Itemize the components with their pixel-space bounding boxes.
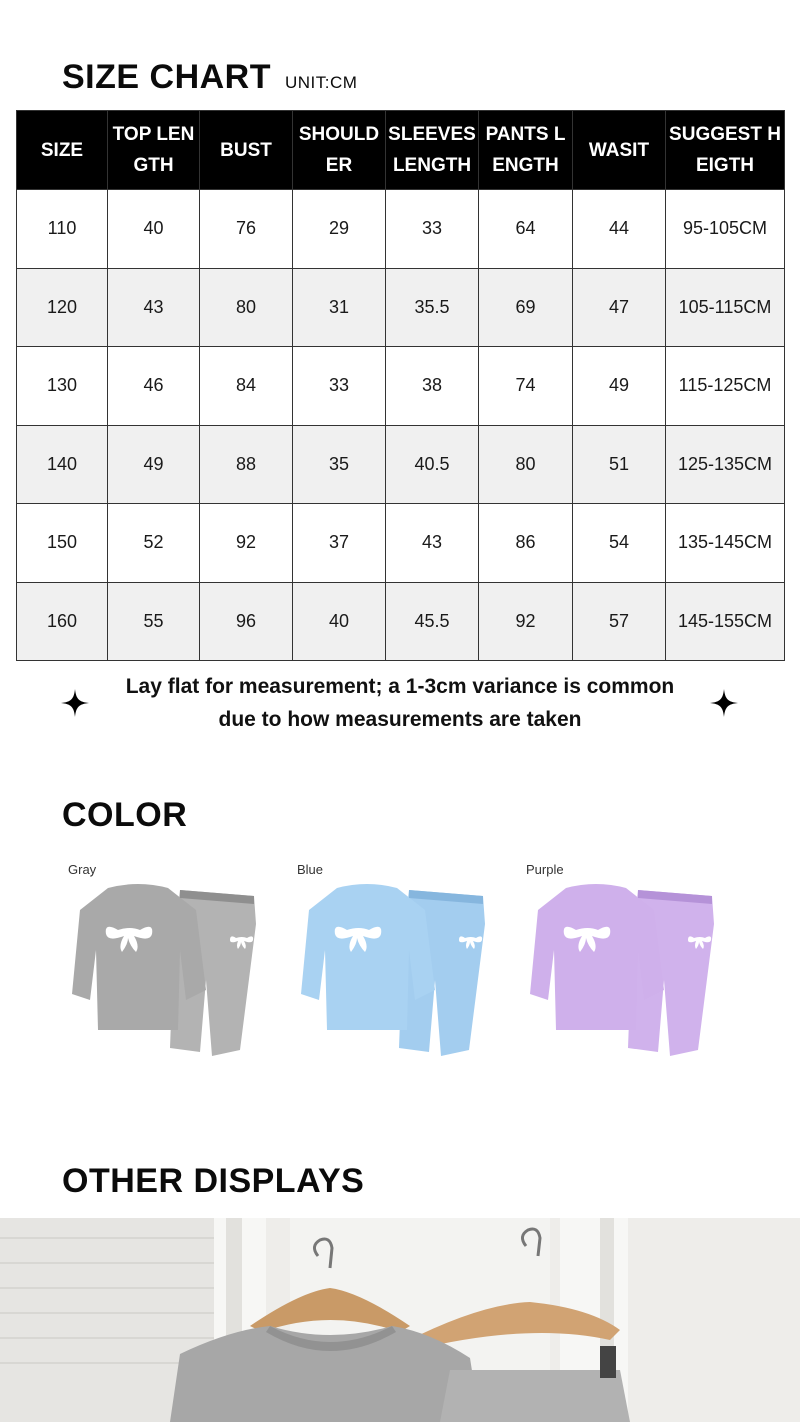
table-cell: 54 [573, 504, 666, 583]
sparkle-icon [60, 688, 90, 718]
table-cell: 120 [17, 268, 108, 347]
color-option-label: Gray [68, 862, 97, 877]
table-cell: 150 [17, 504, 108, 583]
table-cell: 51 [573, 425, 666, 504]
hanging-clothes-photo [0, 1218, 800, 1422]
header-pants-length: PANTS LENGTH [479, 111, 573, 190]
table-row [17, 425, 785, 504]
table-cell: 57 [573, 582, 666, 661]
table-cell: 64 [479, 190, 573, 269]
table-cell: 88 [200, 425, 293, 504]
table-cell: 33 [386, 190, 479, 269]
table-row [17, 347, 785, 426]
color-option-gray[interactable] [68, 862, 278, 1072]
table-cell: 47 [573, 268, 666, 347]
table-cell: 110 [17, 190, 108, 269]
color-option-blue[interactable] [297, 862, 507, 1072]
table-cell: 69 [479, 268, 573, 347]
other-displays-title: OTHER DISPLAYS [62, 1162, 365, 1200]
table-cell: 35 [293, 425, 386, 504]
header-shoulder: SHOULDER [293, 111, 386, 190]
table-cell: 96 [200, 582, 293, 661]
table-cell: 92 [200, 504, 293, 583]
table-header-row [17, 111, 785, 190]
table-cell: 95-105CM [666, 190, 785, 269]
size-chart-heading [62, 58, 357, 97]
table-cell: 40 [293, 582, 386, 661]
sparkle-icon [709, 688, 739, 718]
measurement-note-line-1: Lay flat for measurement; a 1-3cm variance is common [125, 675, 675, 698]
table-cell: 86 [479, 504, 573, 583]
table-cell: 43 [108, 268, 200, 347]
table-row [17, 504, 785, 583]
table-cell: 84 [200, 347, 293, 426]
color-option-label: Purple [526, 862, 564, 877]
header-bust: BUST [200, 111, 293, 190]
color-section-title: COLOR [62, 796, 188, 834]
table-cell: 125-135CM [666, 425, 785, 504]
table-cell: 130 [17, 347, 108, 426]
table-cell: 92 [479, 582, 573, 661]
blue-outfit-image [297, 880, 497, 1070]
table-cell: 135-145CM [666, 504, 785, 583]
gray-outfit-image [68, 880, 268, 1070]
color-option-label: Blue [297, 862, 324, 877]
table-cell: 40 [108, 190, 200, 269]
table-cell: 140 [17, 425, 108, 504]
header-suggest-height: SUGGEST HEIGTH [666, 111, 785, 190]
table-cell: 115-125CM [666, 347, 785, 426]
table-cell: 145-155CM [666, 582, 785, 661]
measurement-note [100, 670, 700, 736]
table-cell: 43 [386, 504, 479, 583]
table-cell: 37 [293, 504, 386, 583]
table-cell: 160 [17, 582, 108, 661]
size-chart-table [16, 110, 785, 661]
table-cell: 52 [108, 504, 200, 583]
table-row [17, 582, 785, 661]
header-waist: WASIT [573, 111, 666, 190]
table-row [17, 268, 785, 347]
table-cell: 29 [293, 190, 386, 269]
table-cell: 44 [573, 190, 666, 269]
table-cell: 49 [573, 347, 666, 426]
table-cell: 76 [200, 190, 293, 269]
table-cell: 80 [200, 268, 293, 347]
size-chart-title: SIZE CHART [62, 58, 271, 96]
color-option-purple[interactable] [526, 862, 736, 1072]
purple-outfit-image [526, 880, 726, 1070]
table-cell: 46 [108, 347, 200, 426]
header-sleeves-length: SLEEVES LENGTH [386, 111, 479, 190]
table-cell: 35.5 [386, 268, 479, 347]
table-cell: 33 [293, 347, 386, 426]
measurement-note-line-2: due to how measurements are taken [218, 708, 582, 731]
header-size: SIZE [17, 111, 108, 190]
display-photo [0, 1218, 800, 1422]
size-chart-unit: UNIT:CM [285, 73, 358, 92]
table-cell: 38 [386, 347, 479, 426]
table-cell: 80 [479, 425, 573, 504]
table-cell: 49 [108, 425, 200, 504]
header-top-length: TOP LENGTH [108, 111, 200, 190]
table-cell: 31 [293, 268, 386, 347]
table-row [17, 190, 785, 269]
table-cell: 55 [108, 582, 200, 661]
table-cell: 40.5 [386, 425, 479, 504]
table-cell: 45.5 [386, 582, 479, 661]
table-cell: 105-115CM [666, 268, 785, 347]
table-cell: 74 [479, 347, 573, 426]
